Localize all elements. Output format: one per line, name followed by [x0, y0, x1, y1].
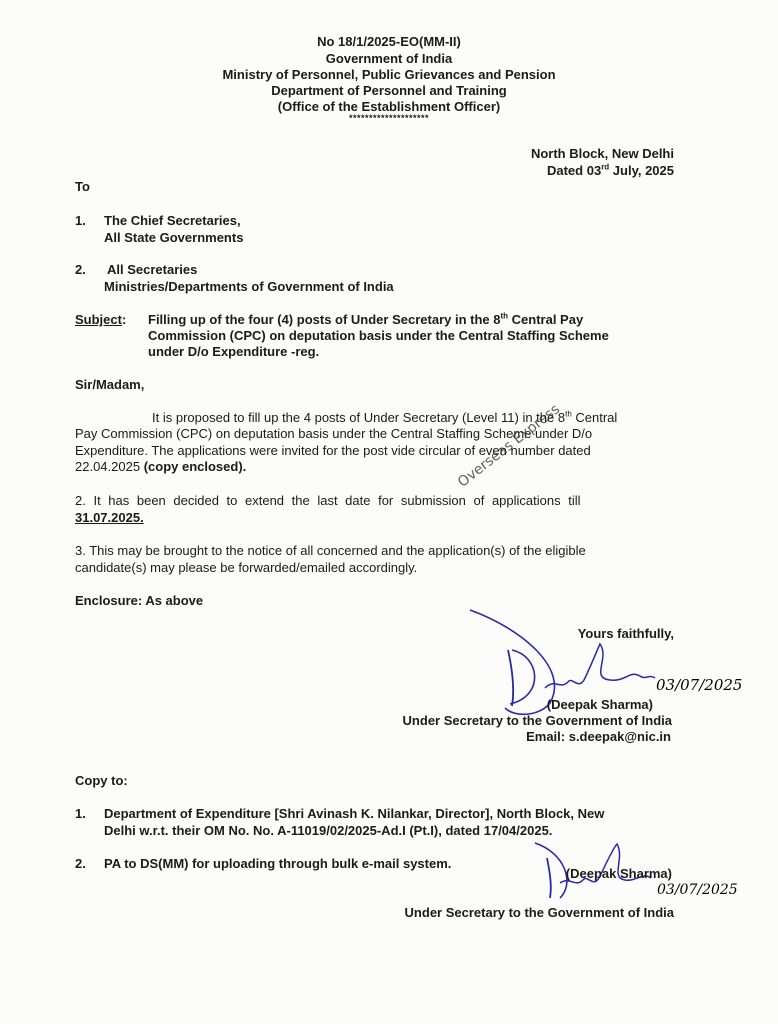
para1-line [75, 459, 246, 474]
watermark: Overseas Express [455, 401, 564, 491]
para2-line: 2. It has been decided to extend the last date for submission of applications till [75, 493, 581, 508]
addressee-line: All State Governments [104, 230, 244, 245]
signatory-name: (Deepak Sharma) [546, 697, 653, 712]
para1-text: Central [571, 410, 618, 425]
copy-item-num: 1. [75, 806, 86, 821]
para1-sup: th [565, 409, 572, 419]
signatory-email: Email: s.deepak@nic.in [526, 729, 671, 744]
signatory-designation-2: Under Secretary to the Government of India [404, 905, 674, 920]
file-number: No 18/1/2025-EO(MM-II) [317, 34, 461, 49]
department-line: Department of Personnel and Training [271, 83, 507, 98]
closing: Yours faithfully, [577, 626, 674, 641]
subject-label: Subject [75, 312, 122, 327]
svg-text:03/07/2025: 03/07/2025 [657, 882, 738, 898]
para3-line: 3. This may be brought to the notice of all concerned and the application(s) of the eligible [75, 543, 586, 558]
addressee-num: 1. [75, 213, 86, 228]
place: North Block, New Delhi [530, 146, 674, 161]
copy-item-num: 2. [75, 856, 86, 871]
para1-text-bold: (copy enclosed). [143, 459, 247, 474]
copy-item-line: PA to DS(MM) for uploading through bulk e-mail system. [104, 856, 452, 871]
subject-line [148, 312, 674, 327]
addressee-num: 2. [75, 262, 86, 277]
para1-text: 22.04.2025 [75, 459, 144, 474]
subject-text: Filling up of the four (4) posts of Under Secretary in the 8 [148, 312, 501, 327]
subject-label-wrap: Subject: [75, 312, 127, 327]
copy-to-label: Copy to: [75, 773, 128, 788]
para2-date: 31.07.2025. [75, 510, 144, 525]
addressee-line: The Chief Secretaries, [104, 213, 241, 228]
subject-line: under D/o Expenditure -reg. [148, 344, 320, 359]
date-suffix: July, 2025 [609, 163, 674, 178]
para1-text: It is proposed to fill up the 4 posts of Under Secretary (Level 11) in the 8 [152, 410, 566, 425]
date-prefix: Dated 03 [546, 163, 602, 178]
subject-text: Central Pay [508, 312, 584, 327]
addressee-line: Ministries/Departments of Government of India [104, 279, 394, 294]
government-line: Government of India [325, 51, 453, 66]
date-line [547, 163, 674, 178]
subject-sup: th [500, 311, 509, 321]
signatory-name-2: (Deepak Sharma) [565, 866, 672, 881]
subject-line: Commission (CPC) on deputation basis under the Central Staffing Scheme [148, 328, 609, 343]
date-sup: rd [601, 162, 610, 172]
para1-line: Pay Commission (CPC) on deputation basis under the Central Staffing Scheme under D/o [75, 426, 593, 441]
para3-line: candidate(s) may please be forwarded/emailed accordingly. [75, 560, 418, 575]
enclosure: Enclosure: As above [75, 593, 204, 608]
svg-text:03/07/2025: 03/07/2025 [656, 676, 743, 694]
copy-item-line: Department of Expenditure [Shri Avinash K. Nilankar, Director], North Block, New [104, 806, 605, 821]
para1-line: Expenditure. The applications were invited for the post vide circular of even number dated [75, 443, 591, 458]
salutation: Sir/Madam, [75, 377, 145, 392]
office-line: (Office of the Establishment Officer) [277, 99, 501, 114]
copy-item-line: Delhi w.r.t. their OM No. No. A-11019/02/2025-Ad.I (Pt.I), dated 17/04/2025. [104, 823, 553, 838]
header-stars: ******************** [348, 113, 430, 123]
ministry-line: Ministry of Personnel, Public Grievances and Pension [222, 67, 556, 82]
signatory-designation: Under Secretary to the Government of India [402, 713, 672, 728]
addressee-line: All Secretaries [107, 262, 198, 277]
to-label: To [75, 179, 90, 194]
